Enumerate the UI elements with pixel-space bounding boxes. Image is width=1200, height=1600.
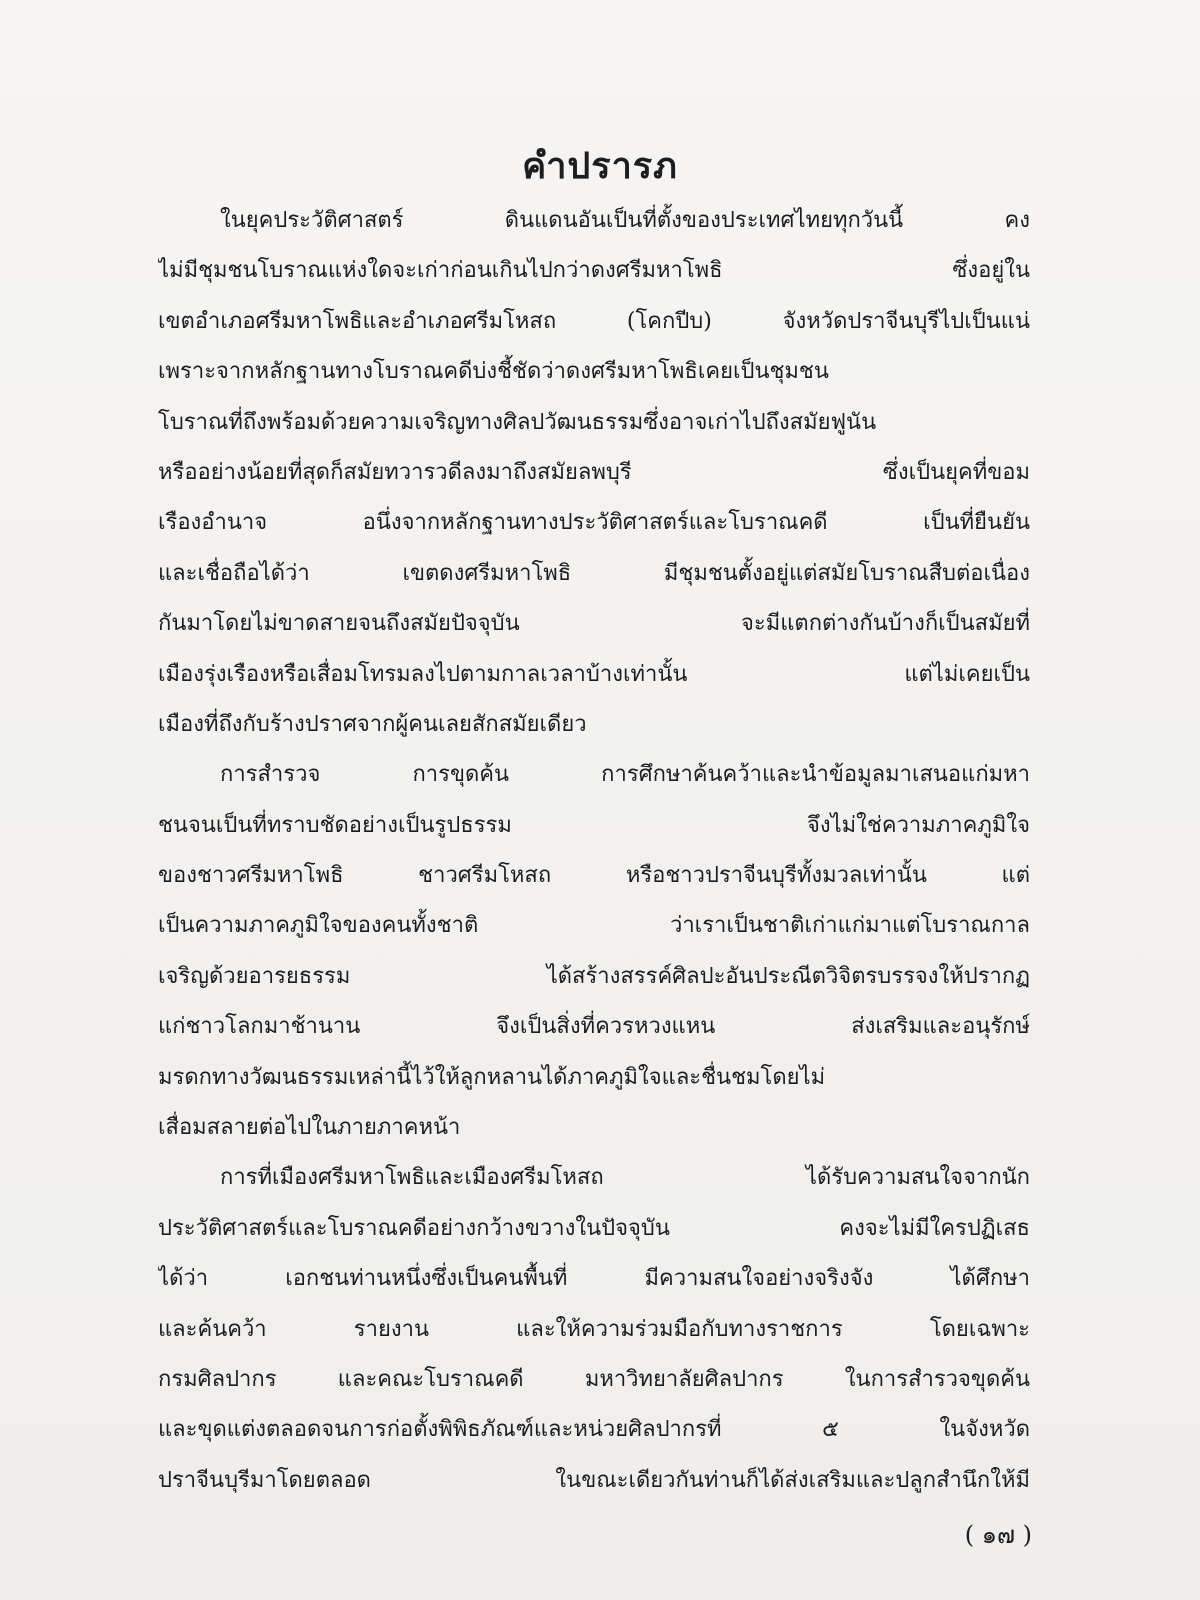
text-line: กันมาโดยไม่ขาดสายจนถึงสมัยปัจจุบัน จะมีแตกต่างกันบ้างก็เป็นสมัยที่	[158, 611, 1030, 637]
text-line: เมืองรุ่งเรืองหรือเสื่อมโทรมลงไปตามกาลเวลาบ้างเท่านั้น แต่ไม่เคยเป็น	[158, 661, 1030, 687]
text-line: เมืองที่ถึงกับร้างปราศจากผู้คนเลยสักสมัยเดียว	[158, 711, 587, 737]
page-title: คำปรารภ	[522, 145, 678, 187]
text-line: ในยุคประวัติศาสตร์ ดินแดนอันเป็นที่ตั้งของประเทศไทยทุกวันนี้ คง	[220, 208, 1030, 233]
text-line: แก่ชาวโลกมาช้านาน จึงเป็นสิ่งที่ควรหวงแหน ส่งเสริมและอนุรักษ์	[158, 1014, 1030, 1040]
text-line: ปราจีนบุรีมาโดยตลอด ในขณะเดียวกันท่านก็ได้ส่งเสริมและปลูกสำนึกให้มี	[158, 1467, 1030, 1493]
text-line: โบราณที่ถึงพร้อมด้วยความเจริญทางศิลปวัฒนธรรมซึ่งอาจเก่าไปถึงสมัยฟูนัน	[158, 409, 877, 435]
body-text	[158, 196, 1030, 1506]
text-line: เป็นความภาคภูมิใจของคนทั้งชาติ ว่าเราเป็นชาติเก่าแก่มาแต่โบราณกาล	[158, 913, 1030, 939]
text-line: ชนจนเป็นที่ทราบชัดอย่างเป็นรูปธรรม จึงไม่ใช่ความภาคภูมิใจ	[158, 812, 1030, 838]
text-line: และเชื่อถือได้ว่า เขตดงศรีมหาโพธิ มีชุมชนตั้งอยู่แต่สมัยโบราณสืบต่อเนื่อง	[158, 560, 1030, 586]
text-line: เพราะจากหลักฐานทางโบราณคดีบ่งชี้ชัดว่าดงศรีมหาโพธิเคยเป็นชุมชน	[158, 359, 829, 385]
page-number: ( ๑๗ )	[964, 1521, 1032, 1549]
text-line: ไม่มีชุมชนโบราณแห่งใดจะเก่าก่อนเกินไปกว่าดงศรีมหาโพธิ ซึ่งอยู่ใน	[158, 258, 1030, 284]
text-line: เสื่อมสลายต่อไปในภายภาคหน้า	[158, 1115, 461, 1141]
text-line: ประวัติศาสตร์และโบราณคดีอย่างกว้างขวางในปัจจุบัน คงจะไม่มีใครปฏิเสธ	[158, 1215, 1030, 1241]
text-line: การสำรวจ การขุดค้น การศึกษาค้นคว้าและนำข้อมูลมาเสนอแก่มหา	[220, 762, 1030, 788]
text-line: และค้นคว้า รายงาน และให้ความร่วมมือกับทางราชการ โดยเฉพาะ	[158, 1316, 1030, 1342]
text-line: เขตอำเภอศรีมหาโพธิและอำเภอศรีมโหสถ (โคกปีบ) จังหวัดปราจีนบุรีไปเป็นแน่	[158, 308, 1030, 334]
text-line: กรมศิลปากร และคณะโบราณคดี มหาวิทยาลัยศิลปากร ในการสำรวจขุดค้น	[158, 1366, 1030, 1392]
text-line: เจริญด้วยอารยธรรม ได้สร้างสรรค์ศิลปะอันประณีตวิจิตรบรรจงให้ปรากฏ	[158, 963, 1030, 989]
text-line: และขุดแต่งตลอดจนการก่อตั้งพิพิธภัณฑ์และหน่วยศิลปากรที่ ๕ ในจังหวัด	[158, 1417, 1030, 1443]
text-line: การที่เมืองศรีมหาโพธิและเมืองศรีมโหสถ ได้รับความสนใจจากนัก	[220, 1165, 1030, 1191]
text-line: มรดกทางวัฒนธรรมเหล่านี้ไว้ให้ลูกหลานได้ภาคภูมิใจและชื่นชมโดยไม่	[158, 1064, 826, 1090]
text-line: ของชาวศรีมหาโพธิ ชาวศรีมโหสถ หรือชาวปราจีนบุรีทั้งมวลเท่านั้น แต่	[158, 863, 1030, 889]
text-line: หรืออย่างน้อยที่สุดก็สมัยทวารวดีลงมาถึงสมัยลพบุรี ซึ่งเป็นยุคที่ขอม	[158, 459, 1030, 485]
text-line: เรืองอำนาจ อนึ่งจากหลักฐานทางประวัติศาสตร์และโบราณคดี เป็นที่ยืนยัน	[158, 510, 1030, 536]
text-line: ได้ว่า เอกชนท่านหนึ่งซึ่งเป็นคนพื้นที่ มีความสนใจอย่างจริงจัง ได้ศึกษา	[158, 1266, 1030, 1292]
